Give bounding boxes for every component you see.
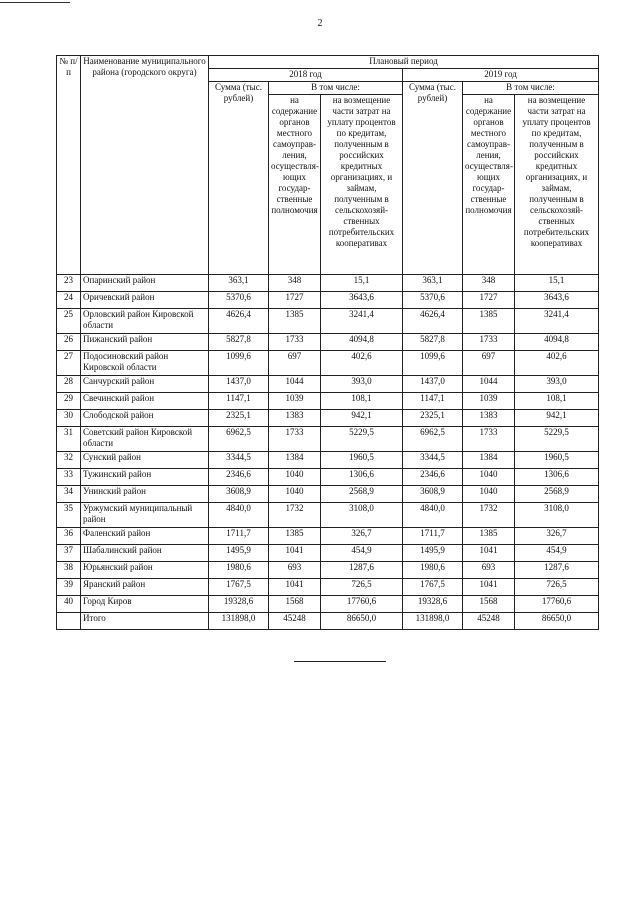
row-name: Уржумский муниципальный район — [81, 503, 209, 528]
row-num: 26 — [57, 334, 81, 351]
row-num: 38 — [57, 562, 81, 579]
cell-sum-2019: 1437,0 — [403, 376, 463, 393]
cell-sum-2019: 1980,6 — [403, 562, 463, 579]
table-row — [57, 427, 599, 452]
cell-b-2019: 726,5 — [515, 579, 599, 596]
cell-a-2018: 697 — [269, 351, 321, 376]
cell-a-2018: 1385 — [269, 309, 321, 334]
cell-sum-2019: 363,1 — [403, 275, 463, 292]
row-num: 28 — [57, 376, 81, 393]
cell-sum-2019: 5370,6 — [403, 292, 463, 309]
cell-b-2019: 86650,0 — [515, 613, 599, 630]
cell-sum-2019: 4840,0 — [403, 503, 463, 528]
header-sub-a-2019: на содержание органов местного самоуправ-ления, осуществля-ющих государ-ственные полномочия — [463, 95, 515, 275]
cell-sum-2018: 2346,6 — [209, 469, 269, 486]
table-row — [57, 309, 599, 334]
header-sub-a-2018: на содержание органов местного самоуправ-ления, осуществля-ющих государ-ственные полномочия — [269, 95, 321, 275]
cell-sum-2019: 131898,0 — [403, 613, 463, 630]
cell-b-2019: 326,7 — [515, 528, 599, 545]
table-row — [57, 579, 599, 596]
cell-sum-2019: 1711,7 — [403, 528, 463, 545]
header-name: Наименование муниципального района (городского округа) — [81, 56, 209, 275]
row-name: Оричевский район — [81, 292, 209, 309]
row-num — [57, 613, 81, 630]
cell-a-2019: 1385 — [463, 528, 515, 545]
cell-a-2018: 1040 — [269, 486, 321, 503]
cell-a-2018: 1385 — [269, 528, 321, 545]
header-year-2018: 2018 год — [209, 69, 403, 82]
cell-a-2019: 1040 — [463, 469, 515, 486]
table-row — [57, 562, 599, 579]
row-num: 31 — [57, 427, 81, 452]
cell-a-2019: 1041 — [463, 545, 515, 562]
header-plan-period: Плановый период — [209, 56, 599, 69]
row-num: 30 — [57, 410, 81, 427]
cell-b-2018: 1306,6 — [321, 469, 403, 486]
cell-b-2018: 2568,9 — [321, 486, 403, 503]
cell-a-2019: 348 — [463, 275, 515, 292]
cell-b-2018: 726,5 — [321, 579, 403, 596]
budget-table — [56, 55, 599, 630]
row-name: Пижанский район — [81, 334, 209, 351]
cell-a-2019: 1727 — [463, 292, 515, 309]
header-including-2018: В том числе: — [269, 82, 403, 95]
table-row — [57, 486, 599, 503]
cell-a-2018: 1041 — [269, 545, 321, 562]
header-sum-2019: Сумма (тыс. рублей) — [403, 82, 463, 275]
row-name: Сунский район — [81, 452, 209, 469]
cell-a-2018: 1383 — [269, 410, 321, 427]
cell-b-2018: 402,6 — [321, 351, 403, 376]
cell-b-2018: 1960,5 — [321, 452, 403, 469]
cell-sum-2018: 2325,1 — [209, 410, 269, 427]
table-row-total — [57, 613, 599, 630]
cell-b-2019: 17760,6 — [515, 596, 599, 613]
cell-a-2019: 1384 — [463, 452, 515, 469]
row-num: 35 — [57, 503, 81, 528]
cell-b-2019: 942,1 — [515, 410, 599, 427]
cell-b-2019: 108,1 — [515, 393, 599, 410]
cell-b-2019: 454,9 — [515, 545, 599, 562]
cell-a-2019: 1040 — [463, 486, 515, 503]
cell-a-2018: 45248 — [269, 613, 321, 630]
cell-sum-2018: 5827,8 — [209, 334, 269, 351]
cell-sum-2018: 363,1 — [209, 275, 269, 292]
cell-sum-2019: 19328,6 — [403, 596, 463, 613]
row-num: 39 — [57, 579, 81, 596]
cell-sum-2018: 1099,6 — [209, 351, 269, 376]
table-row — [57, 292, 599, 309]
row-name: Юрьянский район — [81, 562, 209, 579]
cell-sum-2018: 5370,6 — [209, 292, 269, 309]
cell-sum-2018: 131898,0 — [209, 613, 269, 630]
cell-b-2019: 3241,4 — [515, 309, 599, 334]
cell-a-2018: 1041 — [269, 579, 321, 596]
cell-a-2019: 1044 — [463, 376, 515, 393]
cell-b-2018: 5229,5 — [321, 427, 403, 452]
cell-b-2019: 3643,6 — [515, 292, 599, 309]
row-name: Санчурский район — [81, 376, 209, 393]
row-num: 37 — [57, 545, 81, 562]
row-name: Итого — [81, 613, 209, 630]
row-name: Свечинский район — [81, 393, 209, 410]
table-row — [57, 334, 599, 351]
cell-b-2018: 393,0 — [321, 376, 403, 393]
cell-b-2018: 17760,6 — [321, 596, 403, 613]
cell-sum-2018: 19328,6 — [209, 596, 269, 613]
cell-a-2019: 1385 — [463, 309, 515, 334]
row-num: 23 — [57, 275, 81, 292]
cell-b-2018: 15,1 — [321, 275, 403, 292]
cell-b-2019: 1287,6 — [515, 562, 599, 579]
row-num: 24 — [57, 292, 81, 309]
cell-a-2019: 1733 — [463, 334, 515, 351]
cell-a-2019: 1041 — [463, 579, 515, 596]
cell-b-2018: 3108,0 — [321, 503, 403, 528]
header-sum-2018: Сумма (тыс. рублей) — [209, 82, 269, 275]
cell-a-2018: 693 — [269, 562, 321, 579]
cell-a-2018: 1040 — [269, 469, 321, 486]
cell-a-2018: 1733 — [269, 427, 321, 452]
cell-a-2019: 1732 — [463, 503, 515, 528]
cell-sum-2019: 1767,5 — [403, 579, 463, 596]
cell-b-2018: 86650,0 — [321, 613, 403, 630]
cell-sum-2018: 3344,5 — [209, 452, 269, 469]
cell-sum-2019: 1495,9 — [403, 545, 463, 562]
row-name: Шабалинский район — [81, 545, 209, 562]
cell-sum-2019: 3344,5 — [403, 452, 463, 469]
cell-b-2019: 4094,8 — [515, 334, 599, 351]
cell-b-2018: 108,1 — [321, 393, 403, 410]
row-name: Подосиновский район Кировской области — [81, 351, 209, 376]
cell-a-2019: 45248 — [463, 613, 515, 630]
cell-a-2019: 1733 — [463, 427, 515, 452]
cell-sum-2019: 3608,9 — [403, 486, 463, 503]
cell-b-2019: 2568,9 — [515, 486, 599, 503]
cell-a-2019: 697 — [463, 351, 515, 376]
cell-sum-2018: 4626,4 — [209, 309, 269, 334]
cell-a-2018: 1727 — [269, 292, 321, 309]
row-name: Слободской район — [81, 410, 209, 427]
row-name: Советский район Кировской области — [81, 427, 209, 452]
row-name: Опаринский район — [81, 275, 209, 292]
cell-sum-2018: 1147,1 — [209, 393, 269, 410]
row-name: Яранский район — [81, 579, 209, 596]
row-num: 27 — [57, 351, 81, 376]
cell-sum-2018: 1980,6 — [209, 562, 269, 579]
page-number: 2 — [317, 18, 323, 29]
row-num: 40 — [57, 596, 81, 613]
cell-sum-2018: 1767,5 — [209, 579, 269, 596]
header-year-2019: 2019 год — [403, 69, 599, 82]
cell-b-2018: 3643,6 — [321, 292, 403, 309]
row-num: 29 — [57, 393, 81, 410]
row-name: Город Киров — [81, 596, 209, 613]
header-sub-b-2019: на возмещение части затрат на уплату процентов по кредитам, полученным в российских кредитных организациях, и займам, полученным в сельскохозяй-ственных потребительских кооперативах — [515, 95, 599, 275]
cell-sum-2018: 1437,0 — [209, 376, 269, 393]
table-row — [57, 351, 599, 376]
cell-b-2019: 402,6 — [515, 351, 599, 376]
table-row — [57, 545, 599, 562]
cell-sum-2019: 5827,8 — [403, 334, 463, 351]
cell-sum-2019: 4626,4 — [403, 309, 463, 334]
cell-sum-2018: 1711,7 — [209, 528, 269, 545]
cell-sum-2018: 3608,9 — [209, 486, 269, 503]
cell-sum-2019: 6962,5 — [403, 427, 463, 452]
table-row — [57, 410, 599, 427]
row-num: 36 — [57, 528, 81, 545]
cell-sum-2018: 4840,0 — [209, 503, 269, 528]
cell-a-2018: 1732 — [269, 503, 321, 528]
header-sub-b-2018: на возмещение части затрат на уплату процентов по кредитам, полученным в российских кредитных организациях, и займам, полученным в сельскохозяй-ственных потребительских кооперативах — [321, 95, 403, 275]
cell-a-2018: 1568 — [269, 596, 321, 613]
table-row — [57, 596, 599, 613]
row-num: 33 — [57, 469, 81, 486]
cell-sum-2018: 6962,5 — [209, 427, 269, 452]
table-row — [57, 469, 599, 486]
row-name: Унинский район — [81, 486, 209, 503]
table-row — [57, 452, 599, 469]
table-row — [57, 393, 599, 410]
cell-b-2019: 1960,5 — [515, 452, 599, 469]
cell-sum-2018: 1495,9 — [209, 545, 269, 562]
cell-b-2019: 3108,0 — [515, 503, 599, 528]
end-rule — [294, 661, 386, 662]
table-row — [57, 376, 599, 393]
cell-b-2018: 1287,6 — [321, 562, 403, 579]
row-name: Тужинский район — [81, 469, 209, 486]
cell-b-2018: 454,9 — [321, 545, 403, 562]
cell-sum-2019: 2325,1 — [403, 410, 463, 427]
cell-b-2018: 4094,8 — [321, 334, 403, 351]
cell-sum-2019: 1147,1 — [403, 393, 463, 410]
cell-a-2018: 1039 — [269, 393, 321, 410]
row-name: Фаленский район — [81, 528, 209, 545]
cell-b-2019: 5229,5 — [515, 427, 599, 452]
cell-a-2018: 1044 — [269, 376, 321, 393]
table-row — [57, 275, 599, 292]
cell-b-2019: 393,0 — [515, 376, 599, 393]
cell-b-2018: 326,7 — [321, 528, 403, 545]
header-including-2019: В том числе: — [463, 82, 599, 95]
cell-a-2018: 1384 — [269, 452, 321, 469]
header-num: № п/п — [57, 56, 81, 275]
cell-a-2018: 348 — [269, 275, 321, 292]
table-row — [57, 503, 599, 528]
row-num: 34 — [57, 486, 81, 503]
cell-a-2019: 1383 — [463, 410, 515, 427]
cell-a-2019: 1568 — [463, 596, 515, 613]
cell-a-2018: 1733 — [269, 334, 321, 351]
cell-b-2018: 942,1 — [321, 410, 403, 427]
row-num: 25 — [57, 309, 81, 334]
table-row — [57, 528, 599, 545]
top-rule — [0, 2, 70, 3]
cell-b-2019: 15,1 — [515, 275, 599, 292]
row-name: Орловский район Кировской области — [81, 309, 209, 334]
cell-sum-2019: 1099,6 — [403, 351, 463, 376]
cell-sum-2019: 2346,6 — [403, 469, 463, 486]
row-num: 32 — [57, 452, 81, 469]
cell-a-2019: 693 — [463, 562, 515, 579]
cell-b-2019: 1306,6 — [515, 469, 599, 486]
cell-a-2019: 1039 — [463, 393, 515, 410]
cell-b-2018: 3241,4 — [321, 309, 403, 334]
